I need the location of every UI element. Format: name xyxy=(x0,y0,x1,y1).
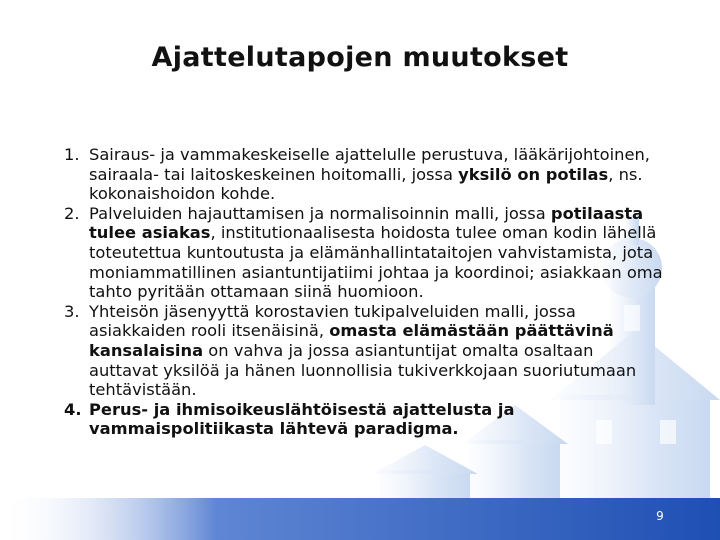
list-item xyxy=(64,204,664,302)
bold-phrase: Perus- ja ihmisoikeuslähtöisestä ajattelusta ja vammaispolitiikasta lähtevä paradigma. xyxy=(89,399,515,439)
slide-title: Ajattelutapojen muutokset xyxy=(151,42,569,73)
list-item-text xyxy=(89,204,664,302)
numbered-list xyxy=(64,145,664,439)
bold-phrase: omasta elämästään päättävinä kansalaisina xyxy=(89,321,614,360)
list-number: 2. xyxy=(64,203,80,223)
text-segment: , institutionaalisesta hoidosta tulee oman kodin lähellä toteutettua kuntoutusta ja elämänhallintataitojen vahvistamista, jota moniammatillinen asiantuntijatiimi johtaa ja koordinoi; asiakkaan oma tahto pyritään ottamaan siinä huomioon. xyxy=(89,223,663,302)
text-segment: Yhteisön jäsenyyttä korostavien tukipalveluiden malli, jossa asiakkaiden rooli itsenäisinä, xyxy=(89,301,576,341)
bold-phrase: potilaasta tulee asiakas xyxy=(89,203,644,243)
list-number: 3. xyxy=(64,301,80,321)
list-item-text xyxy=(89,400,664,439)
list-item-text xyxy=(89,145,664,204)
page-number: 9 xyxy=(656,509,664,523)
list-item-text xyxy=(89,302,664,400)
text-segment: on vahva ja jossa asiantuntijat omalta osaltaan auttavat yksilöä ja hänen luonnollisia tukiverkkojaan suoriutumaan tehtävistään. xyxy=(89,340,637,400)
text-segment: Palveluiden hajauttamisen ja normalisoinnin malli, jossa xyxy=(89,203,551,223)
list-item xyxy=(64,400,664,439)
list-number: 1. xyxy=(64,145,80,164)
text-segment: Sairaus- ja vammakeskeiselle ajattelulle perustuva, lääkärijohtoinen, sairaala- tai laitoskeskeinen hoitomalli, jossa xyxy=(89,145,650,184)
list-item xyxy=(64,145,664,204)
bold-phrase: yksilö on potilas xyxy=(458,164,609,184)
text-segment: , ns. kokonaishoidon kohde. xyxy=(89,164,643,204)
list-item xyxy=(64,302,664,400)
bottom-bar xyxy=(0,498,720,540)
list-number: 4. xyxy=(64,399,82,419)
